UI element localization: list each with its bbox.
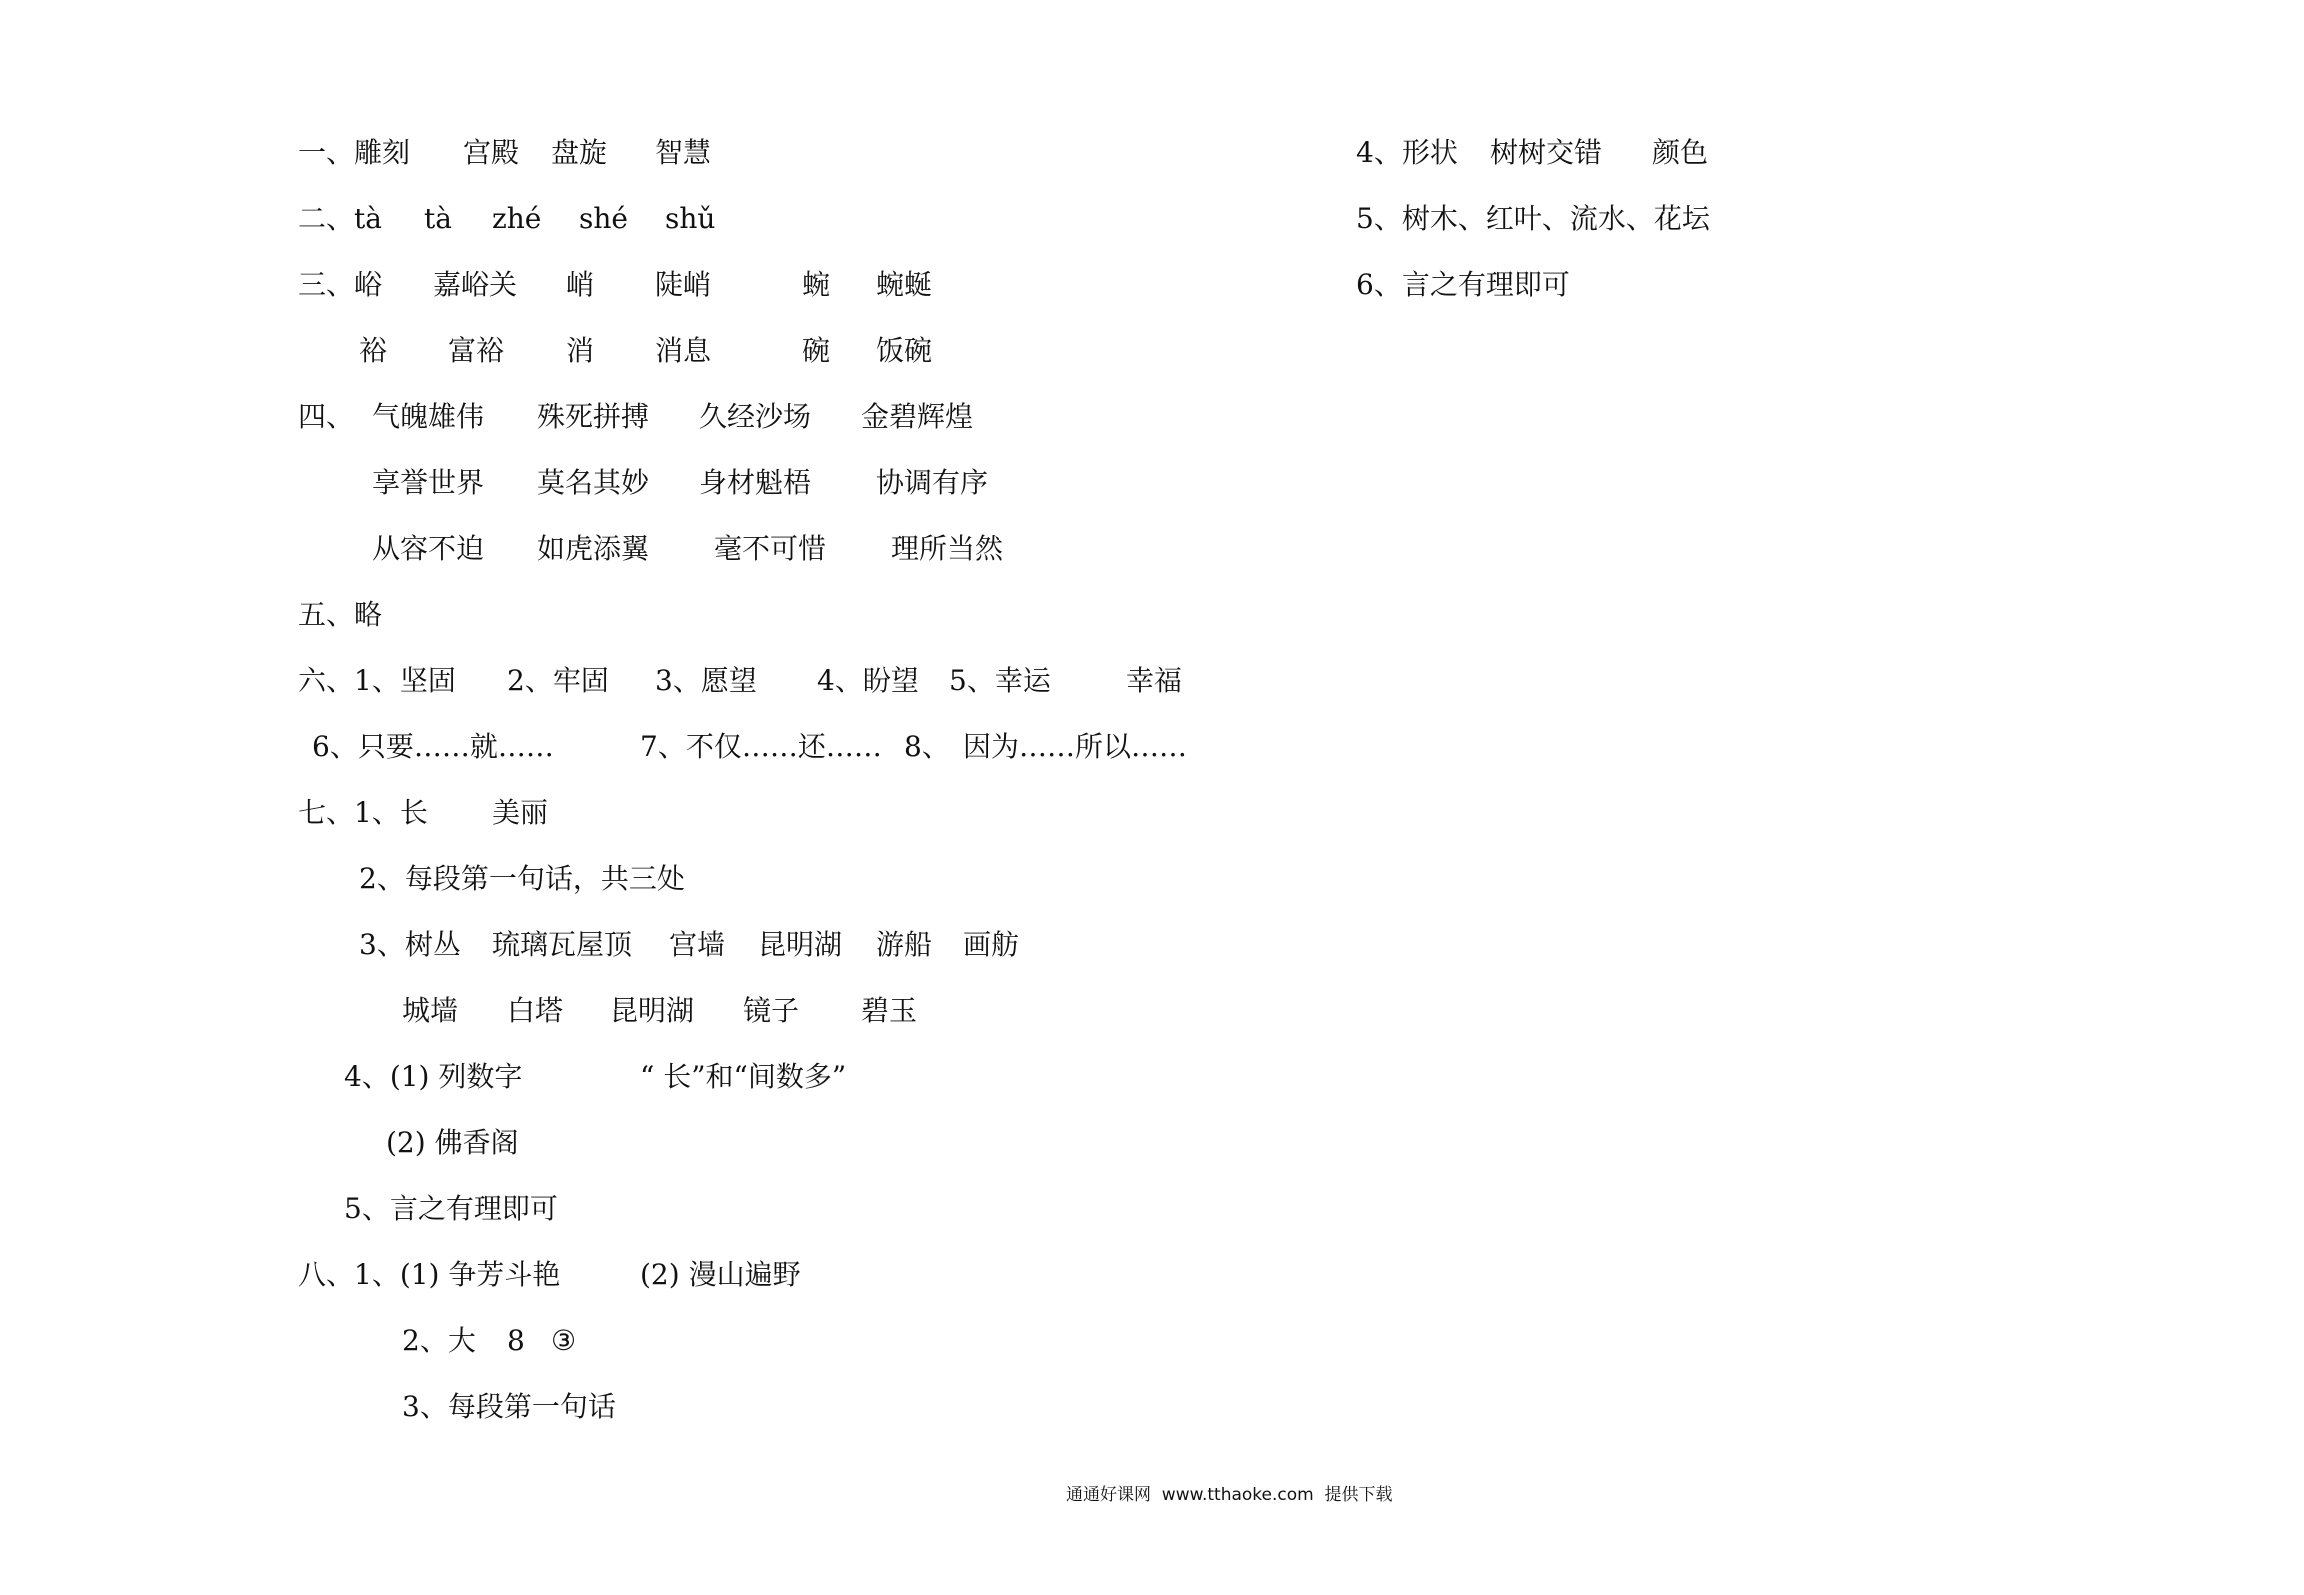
answer-6-text: 7、不仅……还…… <box>640 730 882 763</box>
right-answer-text: 4、形状 <box>1356 136 1458 169</box>
answer-6-text: 6、只要……就…… <box>312 730 554 763</box>
answer-2-text: 二、tà <box>298 202 382 235</box>
answer-7-text: 白塔 <box>507 994 564 1027</box>
answer-3-text: 蜿 <box>802 268 831 301</box>
right-answer-text: 树树交错 <box>1490 136 1603 169</box>
answer-8-row-3 <box>298 1389 616 1461</box>
answer-7-text: 琉璃瓦屋顶 <box>492 928 633 961</box>
answer-3-text: 饭碗 <box>876 334 933 367</box>
answer-6-text: 8、 <box>904 730 950 763</box>
answer-7-row-6 <box>298 1125 519 1197</box>
answer-4-text: 气魄雄伟 <box>372 400 485 433</box>
answer-6-text: 4、盼望 <box>817 664 919 697</box>
answer-7-text: 5、言之有理即可 <box>344 1192 558 1225</box>
answer-6-text: 因为……所以…… <box>963 730 1188 763</box>
answer-3-text: 陡峭 <box>655 268 712 301</box>
answer-8-text: (2) 漫山遍野 <box>640 1258 801 1291</box>
answer-4-text: 金碧辉煌 <box>861 400 974 433</box>
answer-8-text: ③ <box>551 1324 577 1357</box>
right-answer-text: 颜色 <box>1652 136 1709 169</box>
answer-2-text: tà <box>424 202 452 235</box>
right-answer-5 <box>1356 201 1710 273</box>
answer-6-text: 5、幸运 <box>949 664 1051 697</box>
answer-1-text: 盘旋 <box>551 136 608 169</box>
answer-3-text: 蜿蜒 <box>876 268 933 301</box>
answer-1-text: 智慧 <box>655 136 712 169</box>
answer-4-text: 从容不迫 <box>372 532 485 565</box>
answer-3-text: 消息 <box>655 334 712 367</box>
answer-7-row-2 <box>298 861 685 933</box>
answer-4-text: 理所当然 <box>891 532 1004 565</box>
answer-2-text: zhé <box>492 202 542 235</box>
answer-3-text: 嘉峪关 <box>433 268 518 301</box>
answer-7-text: 城墙 <box>402 994 459 1027</box>
answer-8-text: 2、大 <box>402 1324 476 1357</box>
answer-7-text: 美丽 <box>492 796 549 829</box>
answer-4-text: 协调有序 <box>876 466 989 499</box>
answer-7-text: 昆明湖 <box>610 994 695 1027</box>
answer-7-text: 画舫 <box>963 928 1020 961</box>
answer-4-text: 享誉世界 <box>372 466 485 499</box>
answer-4-text: 莫名其妙 <box>537 466 650 499</box>
answer-7-text: 3、树丛 <box>359 928 461 961</box>
answer-4-text: 毫不可惜 <box>714 532 827 565</box>
answer-8-text: 8 <box>507 1324 525 1357</box>
answer-3-text: 富裕 <box>448 334 505 367</box>
right-answer-text: 5、树木、红叶、流水、花坛 <box>1356 202 1710 235</box>
answer-6-text: 3、愿望 <box>655 664 757 697</box>
answer-3-text: 三、峪 <box>298 268 383 301</box>
answer-7-text: 2、每段第一句话，共三处 <box>359 862 685 895</box>
answer-2-text: shé <box>579 202 628 235</box>
answer-7-text: “ 长”和“间数多” <box>640 1060 847 1093</box>
answer-3-text: 峭 <box>566 268 595 301</box>
answer-1-text: 一、雕刻 <box>298 136 411 169</box>
answer-6-text: 六、1、坚固 <box>298 664 456 697</box>
answer-2-text: shǔ <box>665 202 716 235</box>
answer-3-text: 消 <box>566 334 595 367</box>
answer-5-text: 五、略 <box>298 598 383 631</box>
answer-3-text: 碗 <box>802 334 831 367</box>
answer-3-text: 裕 <box>359 334 388 367</box>
right-answer-6 <box>1356 267 1570 339</box>
answer-6-text: 2、牢固 <box>507 664 609 697</box>
answer-4-text: 四、 <box>298 400 355 433</box>
answer-4-text: 如虎添翼 <box>537 532 650 565</box>
footer-credit: 通通好课网 www.tthaoke.com 提供下载 <box>1066 1485 1393 1505</box>
answer-7-text: 镜子 <box>743 994 800 1027</box>
right-answer-text: 6、言之有理即可 <box>1356 268 1570 301</box>
answer-4-text: 身材魁梧 <box>699 466 812 499</box>
answer-7-row-7 <box>298 1191 558 1263</box>
answer-7-text: 碧玉 <box>861 994 918 1027</box>
answer-8-text: 3、每段第一句话 <box>402 1390 616 1423</box>
answer-6-text: 幸福 <box>1126 664 1183 697</box>
answer-7-text: 七、1、长 <box>298 796 428 829</box>
answer-1-text: 宫殿 <box>463 136 520 169</box>
answer-5 <box>298 597 383 669</box>
answer-7-text: 宫墙 <box>669 928 726 961</box>
answer-8-text: 八、1、(1) 争芳斗艳 <box>298 1258 561 1291</box>
answer-4-text: 久经沙场 <box>699 400 812 433</box>
answer-7-text: (2) 佛香阁 <box>386 1126 519 1159</box>
answer-7-text: 游船 <box>876 928 933 961</box>
answer-4-text: 殊死拼搏 <box>537 400 650 433</box>
answer-7-text: 昆明湖 <box>758 928 843 961</box>
answer-7-text: 4、(1) 列数字 <box>344 1060 523 1093</box>
